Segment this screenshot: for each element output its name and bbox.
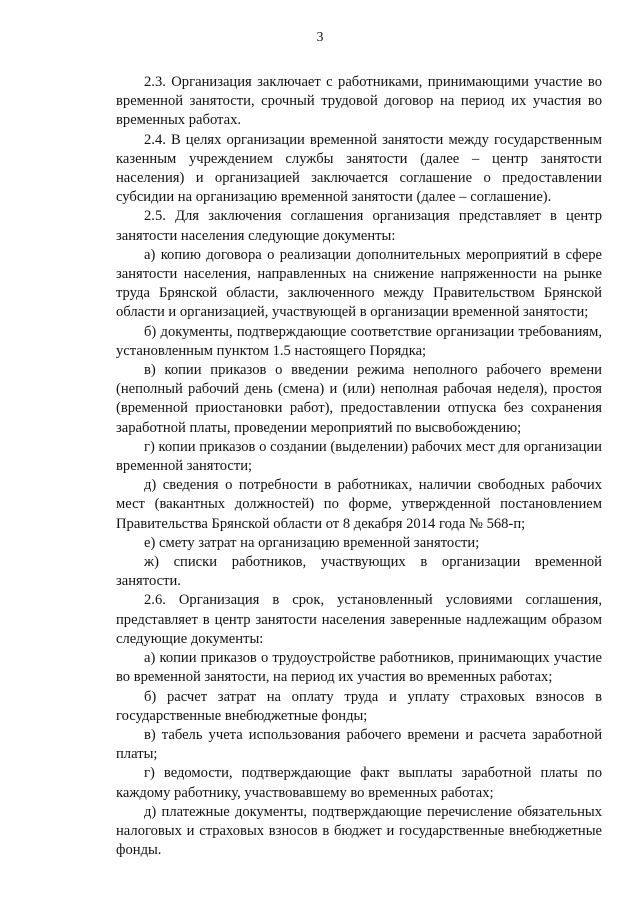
- list-item-2-5-e: е) смету затрат на организацию временной занятости;: [144, 534, 480, 551]
- list-item-2-6-v: в) табель учета использования рабочего времени и расчета заработной платы;: [116, 726, 602, 763]
- list-item-2-5-zh: ж) списки работников, участвующих в организации временной занятости.: [116, 554, 602, 590]
- paragraph-2-3: 2.3. Организация заключает с работниками, принимающими участие во временной занятости, срочный трудовой договор на период их участия во временных работах.: [116, 74, 602, 129]
- list-item-2-5-b: б) документы, подтверждающие соответствие организации требованиям, установленным пунктом 1.5 настоящего Порядка;: [116, 323, 602, 359]
- list-item-2-6-d: д) платежные документы, подтверждающие перечисление обязательных налоговых и страховых взносов в бюджет и государственные внебюджетные фонды.: [116, 803, 602, 859]
- document-body: [116, 73, 602, 860]
- list-item-2-6-b: б) расчет затрат на оплату труда и уплату страховых взносов в государственные внебюджетные фонды;: [116, 688, 602, 724]
- paragraph-2-4: 2.4. В целях организации временной занятости между государственным казенным учреждением службы занятости (далее – центр занятости населения) и организацией заключается соглашение о предоставлении субсидии на организацию временной занятости (далее – соглашение).: [116, 131, 602, 206]
- list-item-2-5-d: д) сведения о потребности в работниках, наличии свободных рабочих мест (вакантных должностей) по форме, утвержденной постановлением Правительства Брянской области от 8 декабря 2014 года № 568-п;: [116, 477, 602, 532]
- paragraph-2-6: 2.6. Организация в срок, установленный условиями соглашения, представляет в центр занятости населения заверенные надлежащим образом следующие документы:: [116, 592, 602, 647]
- list-item-2-5-a: а) копию договора о реализации дополнительных мероприятий в сфере занятости населения, направленных на снижение напряженности на рынке труда Брянской области, заключенного между Правительством Брянской области и организацией, участвующей в организации временной занятости;: [116, 246, 602, 321]
- list-item-2-6-g: г) ведомости, подтверждающие факт выплаты заработной платы по каждому работнику, участвовавшему во временных работах;: [116, 765, 602, 801]
- page-number: 3: [316, 30, 324, 45]
- paragraph-2-5: 2.5. Для заключения соглашения организация представляет в центр занятости населения следующие документы:: [116, 208, 602, 244]
- list-item-2-5-g: г) копии приказов о создании (выделении) рабочих мест для организации временной занятости;: [116, 438, 602, 475]
- list-item-2-5-v: в) копии приказов о введении режима неполного рабочего времени (неполный рабочий день (смена) и (или) неполная рабочая неделя), простоя (временной приостановки работ), предоставлении отпуска без сохранения заработной платы, проведении мероприятий по высвобождению;: [116, 362, 602, 436]
- list-item-2-6-a: а) копии приказов о трудоустройстве работников, принимающих участие во временной занятости, на период их участия во временных работах;: [116, 650, 602, 686]
